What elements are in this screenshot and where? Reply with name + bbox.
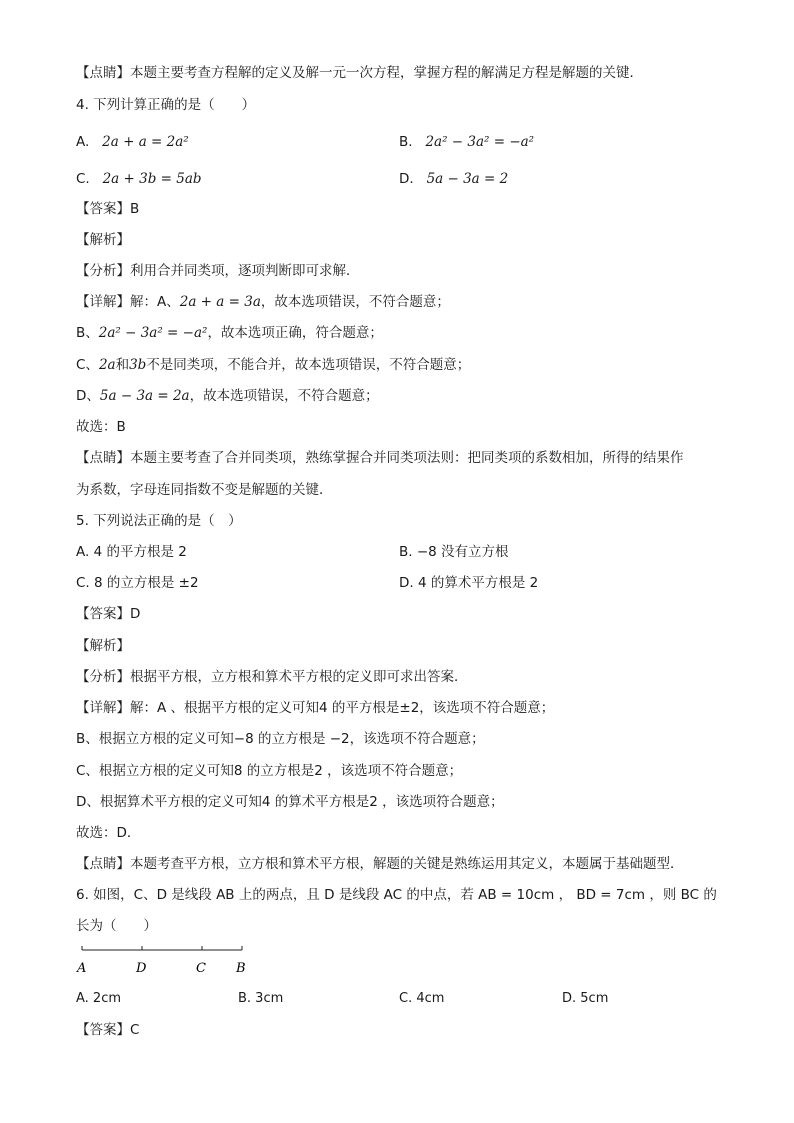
q4-option-b-math: 2a² − 3a² = −a² — [425, 134, 535, 150]
q6-label-a: A — [77, 961, 87, 976]
q4-option-a — [76, 133, 189, 151]
q6-stem-1: 6. 如图，C、D 是线段 AB 上的两点，且 D 是线段 AC 的中点，若 AB = 10cm ， BD = 7cm ，则 BC 的 — [76, 887, 717, 903]
q6-option-c: C. 4cm — [399, 991, 445, 1006]
q4-detail-d — [76, 387, 734, 405]
q5-detail-c: C、根据立方根的定义可知8 的立方根是2 ，该选项不符合题意； — [76, 763, 463, 779]
q4-option-b-label: B. — [399, 134, 413, 150]
q4-option-d-label: D. — [399, 171, 414, 187]
q4-detail-b-suffix: ，故本选项正确，符合题意； — [207, 325, 383, 341]
q4-detail-c-math1: 2a — [98, 357, 116, 373]
q4-detail-d-math: 5a − 3a = 2a — [99, 388, 190, 404]
q4-detail-a-math: 2a + a = 3a — [179, 294, 261, 310]
q5-option-c: C. 8 的立方根是 ±2 — [76, 575, 199, 591]
q4-option-c-label: C. — [76, 171, 90, 187]
q4-option-d-math: 5a − 3a = 2 — [426, 171, 509, 187]
q6-label-b: B — [236, 961, 246, 976]
q6-segment-figure — [76, 944, 266, 978]
q4-detail-a — [76, 293, 734, 311]
q6-option-a: A. 2cm — [76, 991, 122, 1006]
q4-detail-a-suffix: ，故本选项错误，不符合题意； — [260, 294, 450, 310]
q5-detail-a: 【详解】解：A 、根据平方根的定义可知4 的平方根是±2，该选项不符合题意； — [76, 700, 555, 716]
q6-answer: 【答案】C — [76, 1022, 140, 1038]
q4-detail-c-math2: 3b — [129, 357, 147, 373]
q5-analysis-head: 【解析】 — [76, 638, 130, 654]
q4-detail-c — [76, 356, 734, 374]
q3-comment: 【点睛】本题主要考查方程解的定义及解一元一次方程，掌握方程的解满足方程是解题的关键． — [76, 65, 643, 81]
q5-fenxi: 【分析】根据平方根，立方根和算术平方根的定义即可求出答案． — [76, 669, 468, 685]
q4-option-d — [399, 170, 508, 188]
q6-option-b: B. 3cm — [238, 991, 284, 1006]
q4-detail-c-mid: 和 — [115, 357, 130, 373]
q4-detail-b-math: 2a² − 3a² = −a² — [98, 325, 208, 341]
q4-analysis-head: 【解析】 — [76, 232, 130, 248]
q4-comment-1: 【点睛】本题主要考查了合并同类项，熟练掌握合并同类项法则：把同类项的系数相加，所得的结果作 — [76, 450, 684, 466]
q6-label-c: C — [196, 961, 206, 976]
q4-option-a-math: 2a + a = 2a² — [102, 134, 189, 150]
q4-detail-d-prefix: D、 — [76, 388, 100, 404]
q6-option-d: D. 5cm — [562, 991, 609, 1006]
q5-answer: 【答案】D — [76, 606, 141, 622]
q4-fenxi: 【分析】利用合并同类项，逐项判断即可求解． — [76, 263, 360, 279]
q4-option-a-label: A. — [76, 134, 90, 150]
q4-comment-2: 为系数，字母连同指数不变是解题的关键． — [76, 482, 333, 498]
q5-option-a: A. 4 的平方根是 2 — [76, 544, 187, 560]
q4-detail-d-suffix: ，故本选项错误，不符合题意； — [189, 388, 379, 404]
q5-comment: 【点睛】本题考查平方根，立方根和算术平方根，解题的关键是熟练运用其定义，本题属于基础题型． — [76, 856, 684, 872]
q4-choose: 故选：B — [76, 419, 126, 435]
q6-label-d: D — [136, 961, 147, 976]
q5-option-d: D. 4 的算术平方根是 2 — [399, 575, 539, 591]
q4-option-b — [399, 133, 534, 151]
q5-detail-d: D、根据算术平方根的定义可知4 的算术平方根是2 ，该选项符合题意； — [76, 794, 504, 810]
q4-option-c — [76, 170, 202, 188]
q5-choose: 故选：D． — [76, 825, 141, 841]
q5-detail-b: B、根据立方根的定义可知−8 的立方根是 −2，该选项不符合题意； — [76, 731, 485, 747]
q5-stem: 5. 下列说法正确的是（ ） — [76, 513, 242, 529]
q4-detail-a-prefix: 【详解】解：A、 — [76, 294, 180, 310]
q5-option-b: B. −8 没有立方根 — [399, 544, 509, 560]
q4-answer: 【答案】B — [76, 201, 140, 217]
q4-detail-c-prefix: C、 — [76, 357, 99, 373]
q4-stem: 4. 下列计算正确的是（ ） — [76, 97, 256, 113]
q6-stem-2: 长为（ ） — [76, 918, 157, 934]
q4-detail-b — [76, 324, 734, 342]
q4-detail-b-prefix: B、 — [76, 325, 99, 341]
q4-option-c-math: 2a + 3b = 5ab — [102, 171, 202, 187]
q4-detail-c-suffix: 不是同类项，不能合并，故本选项错误，不符合题意； — [146, 357, 471, 373]
